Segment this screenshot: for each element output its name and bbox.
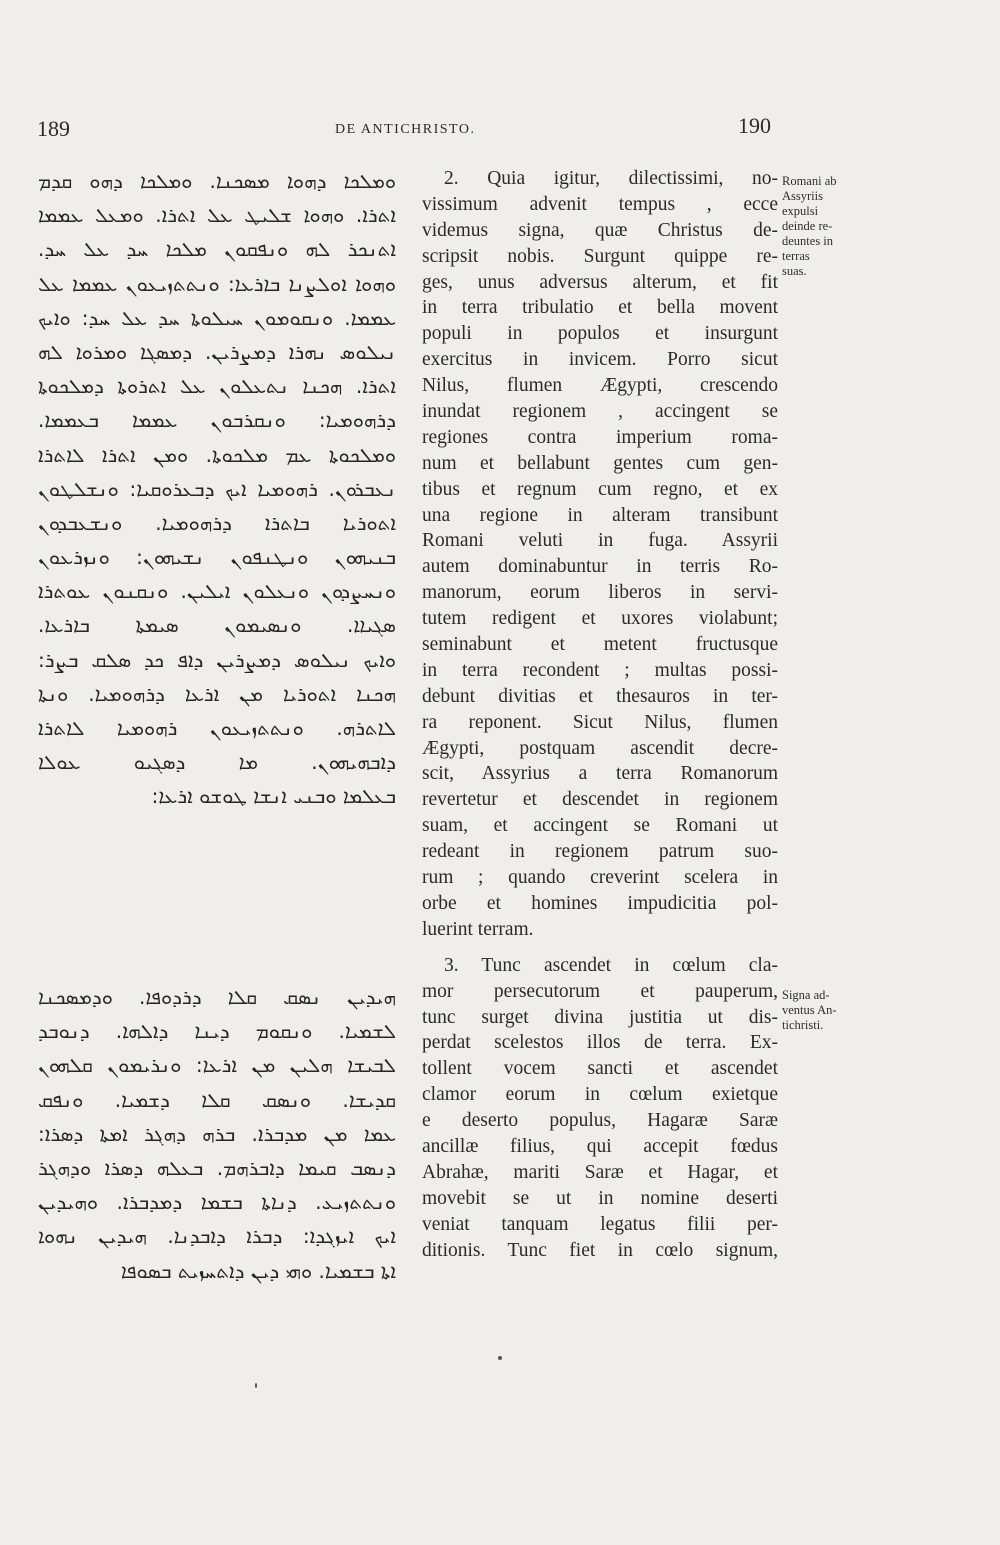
latin-line: redeant in regionem patrum suo- (422, 841, 778, 863)
syriac-text-section-1 (38, 164, 396, 814)
paragraph-gap (422, 943, 778, 953)
syriac-line: ܒܥܠܡܐ ܘܒܢܝ ܐܢܫܐ ܛܘܫܘ ܐܪܥܐ: (151, 784, 396, 809)
latin-line: e deserto populus, Hagaræ Saræ (422, 1110, 778, 1132)
latin-line: seminabunt et metent fructusque (422, 634, 778, 656)
syriac-line: ܘܢܬܬܙܝܥ. ܕܢܐܬܐ ܒܫܡܐ ܕܡܕܒܪܐ. ܘܗܝܕܝܢ (38, 1190, 396, 1215)
latin-line: orbe et homines impudicitia pol- (422, 892, 778, 914)
syriac-line: ܐܬܘܪܝܐ ܒܐܬܪܐ ܕܪܗܘܡܝܐ. ܘܢܫܥܒܕܘܢ (38, 510, 396, 535)
latin-line: tollent vocem sancti et ascendet (422, 1058, 778, 1080)
latin-line: tunc surget divina justitia ut dis- (422, 1006, 778, 1028)
latin-line: debunt divitias et thesauros in ter- (422, 685, 778, 707)
latin-line: movebit se ut in nomine deserti (422, 1187, 778, 1209)
latin-line: regiones contra imperium roma- (422, 426, 778, 448)
latin-line: autem dominabuntur in terris Ro- (422, 556, 778, 578)
syriac-line: ܐܬܐ ܒܫܡܝܐ. ܘܗܝ ܕܝܢ ܕܐܬܚܙܝܬ ܒܣܘܦܐ (120, 1258, 396, 1283)
syriac-line: ܥܡܐ ܡܢ ܡܕܒܪܐ. ܒܪܗ ܕܗܓܪ ܐܡܬܐ ܕܣܪܐ: (38, 1121, 396, 1146)
latin-line: tibus et regnum cum regno, et ex (422, 478, 778, 500)
syriac-line: ܕܐܒܗܝܗܘܢ. ܡܐ ܕܣܓܝܘ ܥܘܠܐ (38, 750, 396, 775)
latin-line: vissimum advenit tempus , ecce (422, 193, 778, 215)
syriac-line: ܕܢܣܒ ܩܝܡܐ ܕܐܒܪܗܡ. ܒܥܠܗ ܕܣܪܐ ܘܕܗܓܪ (38, 1155, 396, 1180)
latin-line: manorum, eorum liberos in servi- (422, 582, 778, 604)
left-page-number: 189 (37, 116, 70, 141)
syriac-line: ܩܕܝܫܐ. ܘܢܣܩ ܩܠܐ ܕܫܡܝܐ. ܘܢܦܩ (38, 1087, 396, 1112)
latin-line: rum ; quando creverint scelera in (422, 867, 778, 889)
latin-line: suam, et accingent se Romani ut (422, 815, 778, 837)
latin-line: Nilus, flumen Ægypti, crescendo (422, 375, 778, 397)
latin-line: ges, unus adversus alterum, et fit (422, 271, 778, 293)
latin-line: num et bellabunt gentes cum gen- (422, 452, 778, 474)
latin-line: ancillæ filius, qui accepit fœdus (422, 1135, 778, 1157)
latin-line: scripsit nobis. Surgunt quippe re- (422, 245, 778, 267)
latin-line: clamor eorum in cœlum exietque (422, 1084, 778, 1106)
syriac-line: ܠܫܡܝܐ. ܘܢܩܘܡ ܕܝܢܐ ܕܐܠܗܐ. ܕܢܘܒܕ (38, 1019, 396, 1044)
latin-line: scit, Assyrius a terra Romanorum (422, 763, 778, 785)
margin-note-line: terras (782, 249, 810, 263)
margin-note-line: suas. (782, 264, 807, 278)
syriac-line: ܢܥܒܪܘܢ. ܪܗܘܡܝܐ ܐܝܟ ܕܒܥܪܘܩܝܐ: ܘܢܫܠܛܘܢ (38, 476, 396, 501)
syriac-line: ܗܟܢܐ ܐܬܘܪܝܐ ܡܢ ܐܪܥܐ ܕܪܗܘܡܝܐ. ܘܢܬܐ (38, 681, 396, 706)
margin-note-line: Assyriis (782, 189, 823, 203)
right-page-number: 190 (738, 113, 771, 138)
syriac-line: ܠܒܝܫܐ ܗܠܝܢ ܡܢ ܐܪܥܐ: ܘܢܪܝܡܘܢ ܩܠܗܘܢ (38, 1053, 396, 1078)
syriac-line: ܘܡܠܟܐ ܕܗܘܐ ܡܣܟܢܐ. ܘܡܠܟܐ ܕܗܘ ܩܕܡ (38, 169, 396, 193)
margin-note-line: Signa ad- (782, 988, 830, 1002)
syriac-text-section-2 (38, 980, 396, 1288)
margin-note-line: Romani ab (782, 174, 837, 188)
latin-line: veniat tanquam legatus filii per- (422, 1213, 778, 1235)
latin-line: videmus signa, quæ Christus de- (422, 219, 778, 241)
margin-note-romani (782, 174, 862, 279)
latin-line: tutem redigent et uxores violabunt; (422, 608, 778, 630)
latin-line: ditionis. Tunc fiet in cœlo signum, (422, 1239, 778, 1261)
latin-line: ra reponent. Sicut Nilus, flumen (422, 711, 778, 733)
latin-line: luerint terram. (422, 918, 534, 940)
syriac-line: ܘܢܚܨܕܘܢ ܘܢܥܠܘܢ ܐܝܠܝܢ. ܘܢܩܢܘܢ ܥܘܬܪܐ (38, 579, 396, 604)
syriac-line: ܘܡܠܟܘܬܐ ܥܡ ܡܠܟܘܬܐ. ܘܡܢ ܐܬܪܐ ܠܐܬܪܐ (38, 442, 396, 467)
latin-line: revertetur et descendet in regionem (422, 789, 778, 811)
latin-line: 2. Quia igitur, dilectissimi, no- (444, 168, 778, 189)
syriac-line: ܗܝܕܝܢ ܢܣܩ ܩܠܐ ܕܪܕܘܦܐ. ܘܕܡܣܟܢܐ (38, 985, 396, 1009)
latin-line: mor persecutorum et pauperum, (422, 980, 778, 1002)
latin-line: Abrahæ, mariti Saræ et Hagar, et (422, 1161, 778, 1183)
latin-line: Ægypti, postquam ascendit decre- (422, 737, 778, 759)
latin-line: 3. Tunc ascendet in cœlum cla- (444, 954, 778, 976)
margin-note-signa (782, 988, 862, 1033)
margin-note-line: ventus An- (782, 1003, 837, 1017)
ink-speck (255, 1383, 257, 1388)
latin-line: perdat scelestos illos de terra. Ex- (422, 1032, 778, 1054)
syriac-line: ܐܝܟ ܐܝܙܓܕܐ: ܕܒܪܐ ܕܐܒܕܢܐ. ܗܝܕܝܢ ܢܗܘܐ (38, 1224, 396, 1249)
latin-line: exercitus in invicem. Porro sicut (422, 349, 778, 371)
syriac-line: ܘܗܘܐ ܐܘܠܨܢܐ ܒܐܪܥܐ: ܘܢܬܬܙܝܥܘܢ ܥܡܡܐ ܥܠ (38, 271, 396, 296)
latin-translation-column (422, 166, 778, 1263)
margin-note-line: deinde re- (782, 219, 833, 233)
latin-line: inundat regionem , accingent se (422, 401, 778, 423)
syriac-line: ܐܬܪܐ. ܘܗܘܐ ܫܠܝܛ ܥܠ ܐܬܪܐ. ܘܡܥܠ ܥܡܡܐ (38, 203, 396, 228)
syriac-line: ܒܢܝܗܘܢ ܘܢܛܢܦܘܢ ܢܫܝܗܘܢ: ܘܢܙܪܥܘܢ (38, 545, 396, 570)
syriac-line: ܥܡܡܐ. ܘܢܩܘܡܘܢ ܚܝܠܘܬܐ ܚܕ ܥܠ ܚܕ: ܘܐܝܟ (38, 305, 396, 330)
latin-line: populi in populos et insurgunt (422, 323, 778, 345)
syriac-line: ܠܐܬܪܗ. ܘܢܬܬܙܝܥܘܢ ܪܗܘܡܝܐ ܠܐܬܪܐ (38, 716, 396, 740)
syriac-line: ܣܓܝܐܐ. ܘܢܣܝܡܘܢ ܣܝܡܬܐ ܒܐܪܥܐ. (38, 613, 396, 638)
syriac-line: ܐܬܢܟܪ ܠܗ ܘܢܦܩܘܢ ܡܠܟܐ ܚܕ ܥܠ ܚܕ. (38, 237, 396, 262)
syriac-line: ܘܐܝܟ ܢܝܠܘܣ ܕܡܨܪܝܢ ܕܐܦ ܟܕ ܣܠܩ ܒܨܪ: (38, 647, 396, 672)
margin-note-line: tichristi. (782, 1018, 824, 1032)
ink-speck (498, 1356, 502, 1360)
syriac-line: ܢܝܠܘܣ ܢܗܪܐ ܕܡܨܪܝܢ. ܕܡܣܓܐ ܘܡܪܘܐ ܠܗ (38, 339, 396, 364)
margin-note-line: expulsi (782, 204, 819, 218)
latin-line: Romani veluti in fuga. Assyrii (422, 530, 778, 552)
syriac-line: ܐܬܪܐ. ܗܟܢܐ ܢܬܥܠܘܢ ܥܠ ܐܬܪܘܬܐ ܕܡܠܟܘܬܐ (38, 374, 396, 399)
running-title: DE ANTICHRISTO. (335, 122, 476, 137)
latin-line: una regione in alteram transibunt (422, 504, 778, 526)
latin-line: in terra tribulatio et bella movent (422, 297, 778, 319)
margin-note-line: deuntes in (782, 234, 834, 248)
syriac-line: ܕܪܗܘܡܝܐ: ܘܢܩܪܒܘܢ ܥܡܡܐ ܒܥܡܡܐ. (38, 408, 396, 433)
latin-line: in terra recondent ; multas possi- (422, 659, 778, 681)
